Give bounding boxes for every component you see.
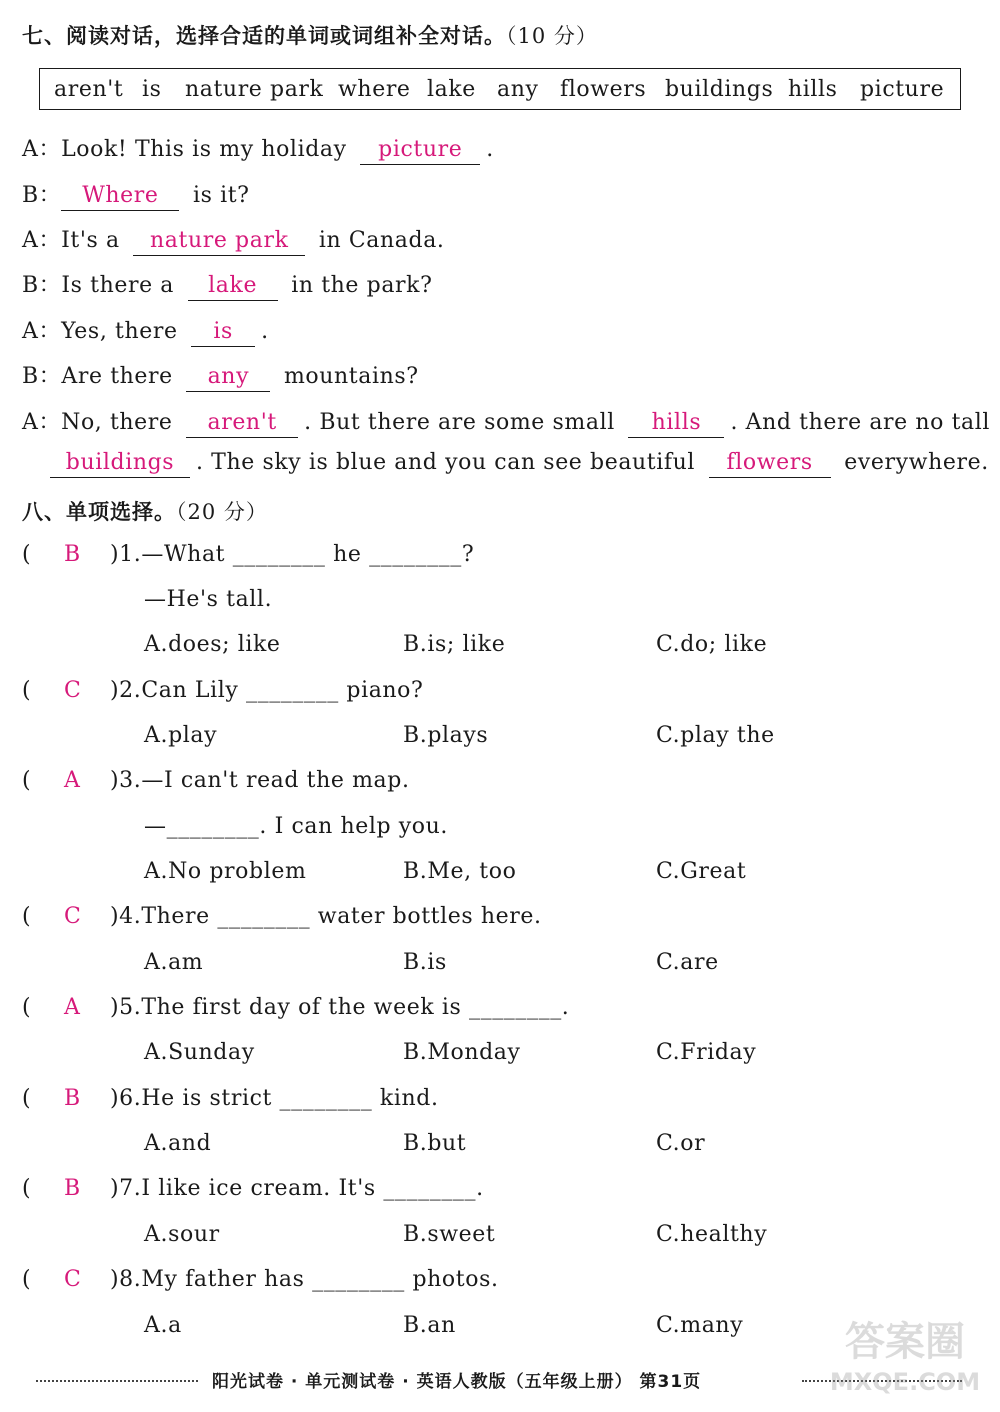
line-text: Yes, there <box>61 319 178 344</box>
word-bank-item: picture <box>860 77 945 102</box>
option-b: B.sweet <box>403 1222 496 1247</box>
option-b: B.Monday <box>403 1040 521 1065</box>
answer-paren: ( <box>22 768 31 793</box>
line-text: . <box>486 137 494 162</box>
word-bank-item: any <box>497 77 539 102</box>
question-text: )8.My father has ________ photos. <box>110 1267 499 1292</box>
watermark-url: MXQE.COM <box>829 1368 981 1396</box>
option-a: A.does; like <box>144 632 281 657</box>
dialogue-line-1 <box>22 132 494 165</box>
dialogue-line-5 <box>22 314 269 347</box>
answer-paren: ( <box>22 542 31 567</box>
question-text: )7.I like ice cream. It's ________. <box>110 1176 484 1201</box>
answer-blank: picture <box>360 138 480 165</box>
option-c: C.Great <box>656 859 747 884</box>
word-bank-item: hills <box>788 77 838 102</box>
word-bank-item: nature park <box>185 77 324 102</box>
line-text: It's a <box>61 228 120 253</box>
word-bank-item: aren't <box>54 77 124 102</box>
question-answer: B <box>64 1176 81 1201</box>
line-text: everywhere. <box>844 450 989 475</box>
option-b: B.but <box>403 1131 467 1156</box>
option-c: C.do; like <box>656 632 768 657</box>
answer-blank: aren't <box>186 411 298 438</box>
answer-paren: ( <box>22 995 31 1020</box>
section8-points: （20 分） <box>176 500 268 524</box>
speaker-label: A： <box>22 410 62 435</box>
option-a: A.am <box>144 950 204 975</box>
dialogue-line-3 <box>22 223 445 256</box>
footer-text: 阳光试卷 · 单元测试卷 · 英语人教版（五年级上册） 第31页 <box>212 1372 702 1392</box>
option-b: B.Me, too <box>403 859 517 884</box>
option-a: A.sour <box>144 1222 220 1247</box>
question-answer: A <box>64 768 80 793</box>
option-c: C.many <box>656 1313 744 1338</box>
option-a: A.No problem <box>144 859 307 884</box>
word-bank-box <box>39 68 961 110</box>
answer-blank: Where <box>61 184 179 211</box>
line-text: in Canada. <box>318 228 445 253</box>
word-bank-item: lake <box>427 77 476 102</box>
section8-heading <box>22 496 268 526</box>
word-bank-item: flowers <box>560 77 647 102</box>
answer-blank: hills <box>628 411 724 438</box>
answer-blank: nature park <box>133 229 305 256</box>
question-text-2: —He's tall. <box>144 587 273 612</box>
answer-blank: flowers <box>709 451 831 478</box>
speaker-label: A： <box>22 319 62 344</box>
word-bank-item: is <box>142 77 162 102</box>
question-answer: C <box>64 1267 81 1292</box>
answer-paren: ( <box>22 678 31 703</box>
section7-heading-text: 七、阅读对话，选择合适的单词或词组补全对话。 <box>22 24 506 48</box>
dialogue-line-4 <box>22 268 432 301</box>
line-text: Are there <box>61 364 173 389</box>
option-a: A.Sunday <box>144 1040 255 1065</box>
line-text: . The sky is blue and you can see beautiful <box>196 450 696 475</box>
speaker-label: B： <box>22 273 62 298</box>
line-text: . But there are some small <box>304 410 615 435</box>
option-a: A.play <box>144 723 218 748</box>
option-a: A.and <box>144 1131 212 1156</box>
answer-paren: ( <box>22 1176 31 1201</box>
word-bank-item: where <box>338 77 411 102</box>
option-c: C.play the <box>656 723 775 748</box>
speaker-label: B： <box>22 364 62 389</box>
speaker-label: A： <box>22 228 62 253</box>
line-text: in the park? <box>291 273 433 298</box>
line-text: . <box>261 319 269 344</box>
footer-dots-left <box>36 1380 198 1382</box>
answer-blank: buildings <box>50 451 190 478</box>
speaker-label: A： <box>22 137 62 162</box>
line-text: No, there <box>61 410 173 435</box>
option-b: B.is; like <box>403 632 506 657</box>
dialogue-line-7 <box>22 405 990 438</box>
line-text: Look! This is my holiday <box>61 137 347 162</box>
watermark-logo <box>820 1310 990 1400</box>
dialogue-line-2 <box>22 178 250 211</box>
question-text: )6.He is strict ________ kind. <box>110 1086 439 1111</box>
word-bank-item: buildings <box>665 77 774 102</box>
speaker-label: B： <box>22 183 62 208</box>
option-b: B.plays <box>403 723 489 748</box>
option-c: C.or <box>656 1131 706 1156</box>
line-text: . And there are no tall <box>730 410 991 435</box>
section8-heading-text: 八、单项选择。 <box>22 500 176 524</box>
dialogue-line-8 <box>50 450 989 478</box>
question-text-2: —________. I can help you. <box>144 814 449 839</box>
question-answer: B <box>64 1086 81 1111</box>
option-b: B.is <box>403 950 447 975</box>
answer-blank: is <box>191 320 255 347</box>
option-a: A.a <box>144 1313 182 1338</box>
question-answer: A <box>64 995 80 1020</box>
answer-paren: ( <box>22 1267 31 1292</box>
question-text: )5.The first day of the week is ________. <box>110 995 570 1020</box>
answer-blank: lake <box>188 274 278 301</box>
option-b: B.an <box>403 1313 456 1338</box>
question-text: )4.There ________ water bottles here. <box>110 904 542 929</box>
question-answer: C <box>64 678 81 703</box>
question-answer: C <box>64 904 81 929</box>
answer-blank: any <box>186 365 270 392</box>
answer-paren: ( <box>22 904 31 929</box>
section7-heading <box>22 20 598 50</box>
option-c: C.healthy <box>656 1222 768 1247</box>
line-text: is it? <box>192 183 250 208</box>
answer-paren: ( <box>22 1086 31 1111</box>
line-text: Is there a <box>61 273 175 298</box>
option-c: C.are <box>656 950 719 975</box>
dialogue-line-6 <box>22 359 419 392</box>
option-c: C.Friday <box>656 1040 757 1065</box>
question-text: )1.—What ________ he ________? <box>110 542 475 567</box>
watermark-title: 答案圈 <box>845 1319 965 1365</box>
question-text: )3.—I can't read the map. <box>110 768 410 793</box>
question-answer: B <box>64 542 81 567</box>
line-text: mountains? <box>283 364 419 389</box>
section7-points: （10 分） <box>506 24 598 48</box>
question-text: )2.Can Lily ________ piano? <box>110 678 424 703</box>
